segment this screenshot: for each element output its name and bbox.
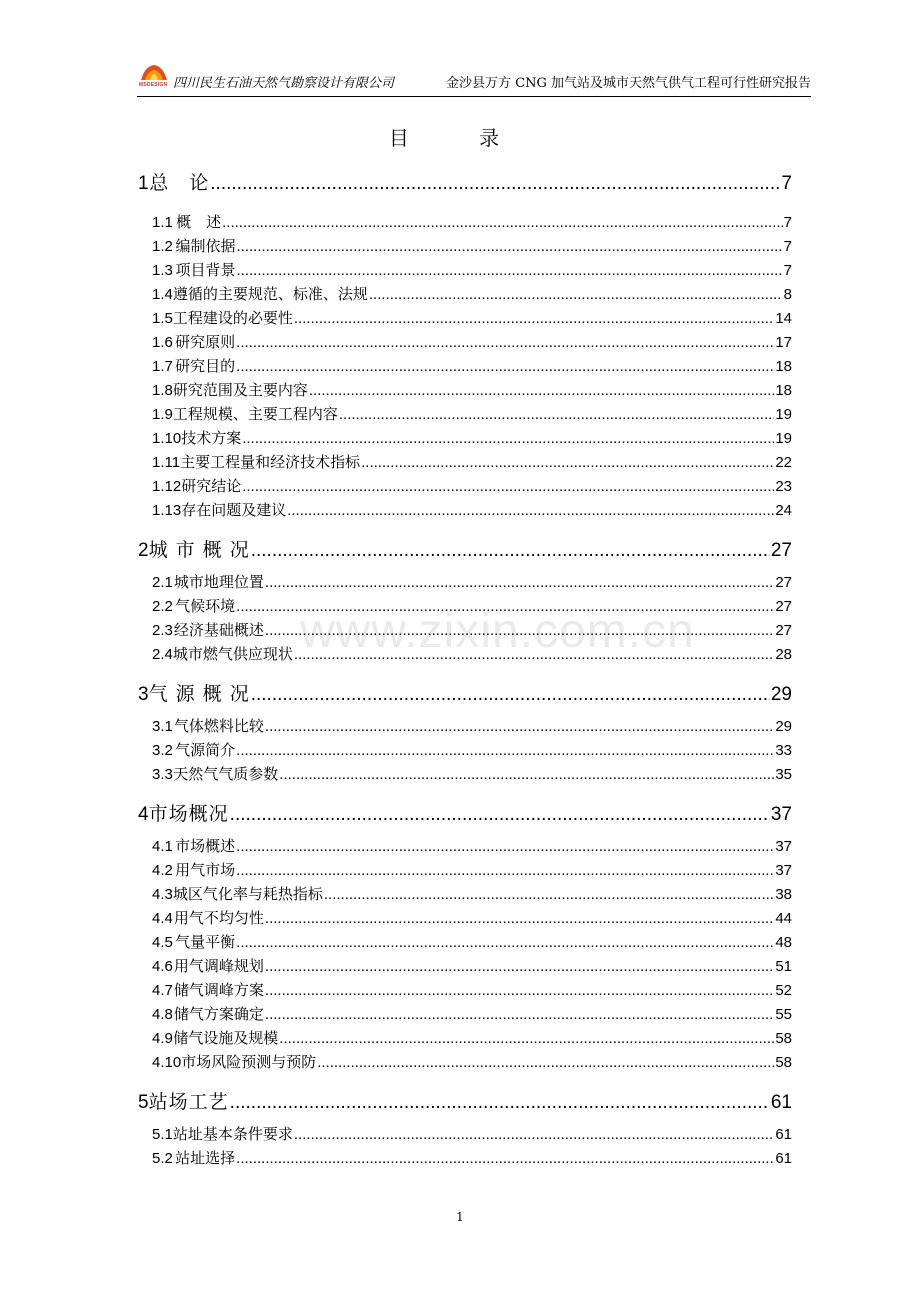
- toc-entry-label: 主要工程量和经济技术指标: [180, 453, 361, 471]
- toc-dot-leader: [294, 310, 774, 327]
- toc-entry-page: 29: [775, 718, 792, 735]
- toc-entry-number: 5.2: [152, 1150, 173, 1167]
- toc-section-entry[interactable]: [138, 427, 792, 449]
- toc-entry-number: 1.5: [152, 310, 173, 327]
- toc-section-entry[interactable]: [138, 979, 792, 1001]
- toc-dot-leader: [279, 1030, 774, 1047]
- toc-section-entry[interactable]: [138, 235, 792, 257]
- logo-text: MSDESIGN: [139, 82, 168, 88]
- toc-entry-page: 7: [781, 173, 792, 194]
- toc-section-entry[interactable]: [138, 331, 792, 353]
- toc-entry-number: 3.1: [152, 718, 173, 735]
- toc-dot-leader: [237, 262, 783, 279]
- toc-entry-page: 22: [775, 454, 792, 471]
- toc-section-entry[interactable]: [138, 859, 792, 881]
- toc-entry-page: 55: [775, 1006, 792, 1023]
- toc-section-entry[interactable]: [138, 403, 792, 425]
- toc-dot-leader: [236, 862, 774, 879]
- toc-entry-label: 遵循的主要规范、标准、法规: [172, 285, 368, 303]
- toc-entry-page: 18: [775, 358, 792, 375]
- toc-entry-page: 27: [775, 622, 792, 639]
- toc-section-entry[interactable]: [138, 907, 792, 929]
- toc-entry-number: 1.3: [152, 262, 173, 279]
- toc-dot-leader: [236, 934, 774, 951]
- toc-section-entry[interactable]: [138, 739, 792, 761]
- toc-entry-page: 19: [775, 430, 792, 447]
- toc-section-entry[interactable]: [138, 763, 792, 785]
- toc-entry-page: 61: [775, 1150, 792, 1167]
- toc-entry-label: 气量平衡: [175, 933, 236, 951]
- toc-entry-number: 4.9: [152, 1030, 173, 1047]
- toc-entry-page: 48: [775, 934, 792, 951]
- toc-entry-page: 7: [783, 238, 792, 255]
- toc-title: 目 录: [388, 126, 532, 150]
- toc-entry-label: 研究目的: [175, 357, 236, 375]
- toc-dot-leader: [324, 886, 774, 903]
- toc-entry-number: 4: [138, 804, 149, 825]
- toc-entry-label: 天然气气质参数: [173, 765, 279, 783]
- toc-dot-leader: [230, 1092, 770, 1114]
- toc-dot-leader: [279, 766, 774, 783]
- toc-entry-label: 用气不均匀性: [173, 909, 264, 927]
- toc-entry-number: 2.2: [152, 598, 173, 615]
- toc-entry-label: 气 源 概 况: [148, 683, 250, 705]
- toc-entry-page: 7: [783, 262, 792, 279]
- toc-chapter-entry[interactable]: [138, 1087, 792, 1117]
- toc-entry-page: 61: [770, 1092, 792, 1113]
- toc-entry-number: 2.3: [152, 622, 173, 639]
- toc-dot-leader: [236, 334, 774, 351]
- toc-entry-number: 4.6: [152, 958, 173, 975]
- toc-entry-number: 1.2: [152, 238, 173, 255]
- toc-entry-page: 58: [775, 1054, 792, 1071]
- toc-entry-label: 储气调峰方案: [173, 981, 264, 999]
- toc-dot-leader: [265, 718, 774, 735]
- toc-entry-label: 气候环境: [175, 597, 236, 615]
- toc-section-entry[interactable]: [138, 475, 792, 497]
- toc-entry-label: 工程规模、主要工程内容: [172, 405, 338, 423]
- toc-entry-number: 4.3: [152, 886, 173, 903]
- toc-entry-label: 储气设施及规模: [173, 1029, 279, 1047]
- page-number: 1: [456, 1210, 464, 1224]
- toc-entry-page: 24: [775, 502, 792, 519]
- toc-dot-leader: [210, 173, 780, 195]
- toc-entry-number: 1: [138, 173, 149, 194]
- toc-dot-leader: [236, 838, 774, 855]
- toc-dot-leader: [339, 406, 774, 423]
- toc-entry-page: 19: [775, 406, 792, 423]
- toc-entry-number: 5.1: [152, 1126, 173, 1143]
- toc-section-entry[interactable]: [138, 451, 792, 473]
- toc-section-entry[interactable]: [138, 955, 792, 977]
- toc-entry-number: 4.10: [152, 1054, 182, 1071]
- toc-entry-number: 3.2: [152, 742, 173, 759]
- toc-section-entry[interactable]: [138, 1051, 792, 1073]
- toc-chapter-entry[interactable]: [138, 168, 792, 198]
- toc-entry-number: 4.2: [152, 862, 173, 879]
- toc-section-entry[interactable]: [138, 835, 792, 857]
- toc-section-entry[interactable]: [138, 883, 792, 905]
- toc-dot-leader: [287, 502, 774, 519]
- toc-entry-number: 1.9: [152, 406, 173, 423]
- toc-entry-label: 市场概述: [175, 837, 236, 855]
- toc-entry-label: 储气方案确定: [173, 1005, 264, 1023]
- toc-entry-label: 用气调峰规划: [173, 957, 264, 975]
- toc-entry-number: 1.13: [152, 502, 182, 519]
- toc-entry-number: 5: [138, 1092, 149, 1113]
- toc-entry-label: 城区气化率与耗热指标: [172, 885, 323, 903]
- toc-chapter-entry[interactable]: [138, 535, 792, 565]
- toc-section-entry[interactable]: [138, 259, 792, 281]
- toc-entry-number: 1.11: [152, 454, 181, 471]
- toc-entry-label: 城市地理位置: [173, 573, 264, 591]
- toc-entry-page: 27: [775, 574, 792, 591]
- toc-entry-page: 51: [775, 958, 792, 975]
- toc-section-entry[interactable]: [138, 379, 792, 401]
- toc-entry-label: 站址选择: [175, 1149, 236, 1167]
- toc-entry-label: 研究范围及主要内容: [172, 381, 308, 399]
- toc-entry-label: 工程建设的必要性: [172, 309, 293, 327]
- toc-entry-page: 44: [775, 910, 792, 927]
- toc-dot-leader: [265, 982, 774, 999]
- toc-dot-leader: [237, 238, 783, 255]
- toc-entry-number: 4.4: [152, 910, 173, 927]
- toc-entry-page: 38: [775, 886, 792, 903]
- toc-section-entry[interactable]: [138, 211, 792, 233]
- toc-section-entry[interactable]: [138, 931, 792, 953]
- toc-section-entry[interactable]: [138, 595, 792, 617]
- toc-dot-leader: [242, 478, 774, 495]
- toc-entry-number: 3.3: [152, 766, 173, 783]
- toc-entry-label: 研究结论: [181, 477, 242, 495]
- toc-entry-page: 8: [783, 286, 792, 303]
- toc-section-entry[interactable]: [138, 571, 792, 593]
- toc-entry-label: 存在问题及建议: [181, 501, 287, 519]
- toc-entry-number: 2: [138, 540, 149, 561]
- toc-entry-label: 市场风险预测与预防: [181, 1053, 317, 1071]
- toc-entry-page: 37: [770, 804, 792, 825]
- toc-dot-leader: [294, 646, 774, 663]
- toc-section-entry[interactable]: [138, 355, 792, 377]
- report-title: 金沙县万方 CNG 加气站及城市天然气供气工程可行性研究报告: [446, 76, 811, 91]
- toc-entry-label: 经济基础概述: [173, 621, 264, 639]
- toc-entry-label: 研究原则: [175, 333, 236, 351]
- toc-dot-leader: [230, 804, 770, 826]
- toc-section-entry[interactable]: [138, 643, 792, 665]
- toc-entry-number: 1.1: [152, 214, 173, 231]
- toc-entry-label: 总 论: [149, 172, 210, 194]
- toc-entry-page: 28: [775, 646, 792, 663]
- toc-entry-page: 17: [775, 334, 792, 351]
- toc-dot-leader: [236, 358, 774, 375]
- toc-dot-leader: [369, 286, 783, 303]
- toc-dot-leader: [294, 1126, 774, 1143]
- toc-dot-leader: [265, 622, 774, 639]
- toc-section-entry[interactable]: [138, 1123, 792, 1145]
- toc-chapter-entry[interactable]: [138, 679, 792, 709]
- toc-entry-number: 1.8: [152, 382, 173, 399]
- toc-entry-number: 2.1: [152, 574, 173, 591]
- toc-dot-leader: [236, 1150, 774, 1167]
- toc-entry-number: 1.10: [152, 430, 182, 447]
- toc-entry-number: 1.7: [152, 358, 173, 375]
- watermark: www.zixin.com.cn: [300, 605, 695, 658]
- toc-entry-page: 18: [775, 382, 792, 399]
- toc-entry-label: 气体燃料比较: [173, 717, 264, 735]
- toc-entry-label: 技术方案: [181, 429, 242, 447]
- toc-entry-number: 4.8: [152, 1006, 173, 1023]
- toc-section-entry[interactable]: [138, 499, 792, 521]
- toc-dot-leader: [361, 454, 774, 471]
- toc-entry-page: 14: [775, 310, 792, 327]
- page-header: [137, 62, 811, 97]
- toc-entry-page: 33: [775, 742, 792, 759]
- toc-entry-number: 1.4: [152, 286, 173, 303]
- toc-dot-leader: [236, 598, 774, 615]
- toc-entry-page: 35: [775, 766, 792, 783]
- toc-entry-page: 58: [775, 1030, 792, 1047]
- toc-section-entry[interactable]: [138, 1027, 792, 1049]
- toc-dot-leader: [251, 540, 770, 562]
- toc-dot-leader: [265, 1006, 774, 1023]
- toc-entry-page: 27: [770, 540, 792, 561]
- toc-dot-leader: [236, 742, 774, 759]
- toc-entry-label: 城市燃气供应现状: [172, 645, 293, 663]
- toc-entry-number: 4.5: [152, 934, 173, 951]
- toc-entry-label: 市场概况: [148, 803, 229, 825]
- toc-entry-label: 气源简介: [175, 741, 236, 759]
- toc-dot-leader: [309, 382, 774, 399]
- toc-entry-number: 4.1: [152, 838, 173, 855]
- toc-entry-label: 编制依据: [175, 237, 236, 255]
- toc-entry-label: 用气市场: [175, 861, 236, 879]
- toc-dot-leader: [242, 430, 774, 447]
- toc-dot-leader: [265, 574, 774, 591]
- toc-entry-page: 7: [783, 214, 792, 231]
- toc-section-entry[interactable]: [138, 619, 792, 641]
- toc-dot-leader: [317, 1054, 774, 1071]
- toc-chapter-entry[interactable]: [138, 799, 792, 829]
- toc-entry-label: 站址基本条件要求: [172, 1125, 293, 1143]
- toc-dot-leader: [222, 214, 783, 231]
- toc-entry-number: 3: [138, 684, 149, 705]
- toc-entry-page: 37: [775, 838, 792, 855]
- company-name: 四川民生石油天然气勘察设计有限公司: [173, 76, 395, 91]
- toc-entry-label: 概 述: [176, 213, 222, 231]
- toc-entry-number: 4.7: [152, 982, 173, 999]
- toc-entry-page: 37: [775, 862, 792, 879]
- toc-entry-page: 27: [775, 598, 792, 615]
- toc-dot-leader: [265, 910, 774, 927]
- toc-section-entry[interactable]: [138, 1147, 792, 1169]
- toc-entry-label: 项目背景: [175, 261, 236, 279]
- toc-entry-page: 61: [775, 1126, 792, 1143]
- toc-section-entry[interactable]: [138, 715, 792, 737]
- toc-dot-leader: [265, 958, 774, 975]
- toc-section-entry[interactable]: [138, 307, 792, 329]
- toc-dot-leader: [251, 684, 770, 706]
- toc-entry-label: 城 市 概 况: [148, 539, 250, 561]
- toc-entry-label: 站场工艺: [148, 1091, 229, 1113]
- toc-entry-page: 52: [775, 982, 792, 999]
- toc-entry-page: 23: [775, 478, 792, 495]
- toc-entry-number: 1.12: [152, 478, 182, 495]
- toc-entry-number: 1.6: [152, 334, 173, 351]
- toc-section-entry[interactable]: [138, 1003, 792, 1025]
- toc-entry-page: 29: [770, 684, 792, 705]
- toc-entry-number: 2.4: [152, 646, 173, 663]
- toc-section-entry[interactable]: [138, 283, 792, 305]
